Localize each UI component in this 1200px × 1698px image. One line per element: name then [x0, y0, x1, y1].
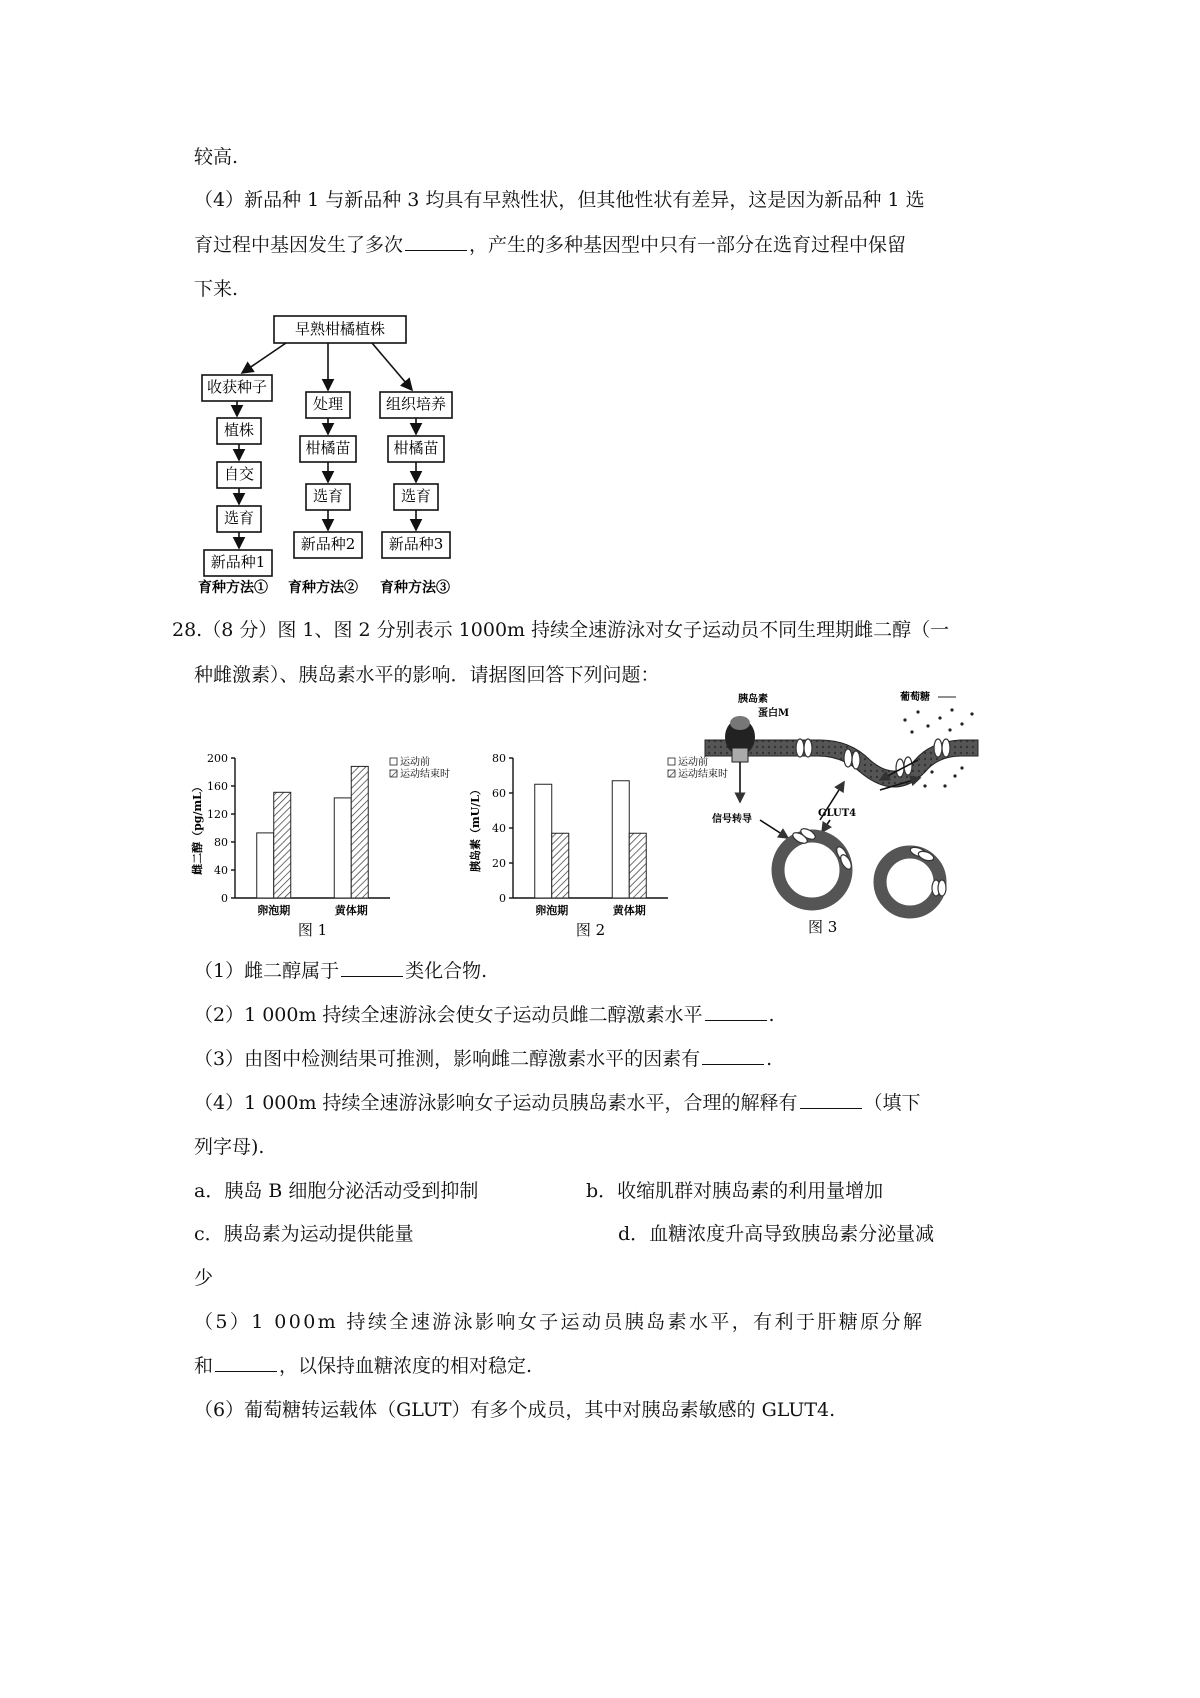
label-signal-transduction: 信号转导: [712, 814, 752, 825]
flow-box-label: 组织培养: [385, 395, 447, 413]
flow-box-label: 新品种3: [388, 535, 444, 553]
y-tick-label: 160: [207, 780, 228, 793]
y-axis-label: 雌二醇（pg/mL）: [191, 781, 204, 875]
method-label: 育种方法③: [380, 580, 450, 596]
answer-blank: [341, 958, 403, 977]
x-tick-label: 卵泡期: [257, 904, 291, 917]
bar-before: [257, 833, 274, 898]
x-tick-label: 黄体期: [612, 904, 646, 917]
flow-box-label: 新品种1: [210, 553, 266, 571]
bar-before: [535, 784, 552, 898]
flow-box-label: 选育: [312, 487, 344, 505]
text-segment: （2）1 000m 持续全速游泳会使女子运动员雌二醇激素水平: [194, 1004, 703, 1026]
text-segment: 育过程中基因发生了多次: [194, 234, 404, 256]
label-insulin: 胰岛素: [738, 694, 768, 705]
text-line: 下来.: [194, 278, 239, 300]
label-glucose: 葡萄糖: [900, 692, 930, 703]
bar-after: [552, 833, 569, 898]
legend-label: 运动前: [678, 757, 708, 768]
flow-box-label: 收获种子: [206, 378, 268, 396]
bar-after: [274, 792, 291, 898]
option-d-cont: 少: [194, 1267, 214, 1289]
answer-blank: [705, 1002, 767, 1021]
figure-2-chart: [458, 740, 738, 945]
flow-box-top: [274, 316, 406, 343]
option-a: a．胰岛 B 细胞分泌活动受到抑制: [194, 1180, 479, 1202]
y-tick-label: 120: [207, 808, 228, 821]
option-c: c．胰岛素为运动提供能量: [194, 1223, 414, 1245]
flow-box-label: 选育: [223, 509, 255, 527]
flow-col-1: [202, 375, 272, 576]
text-line: [194, 232, 906, 258]
y-tick-label: 0: [499, 892, 506, 905]
y-tick-label: 200: [207, 752, 228, 765]
y-tick-label: 20: [492, 857, 506, 870]
text-segment: （4）1 000m 持续全速游泳影响女子运动员胰岛素水平，合理的解释有: [194, 1092, 798, 1114]
flow-box-label: 植株: [223, 421, 255, 439]
text-segment: （1）雌二醇属于: [194, 960, 340, 982]
question-28-line: 种雌激素）、胰岛素水平的影响．请据图回答下列问题：: [194, 664, 660, 686]
method-label: 育种方法①: [198, 580, 268, 596]
subquestion-5-cont: [194, 1353, 532, 1379]
label-glut4: GLUT4: [818, 808, 857, 819]
bar-after: [351, 766, 368, 898]
legend-swatch: [668, 770, 675, 777]
subquestion-4: [194, 1090, 921, 1116]
y-tick-label: 80: [492, 752, 506, 765]
breeding-flowchart: [190, 310, 510, 610]
y-tick-label: 0: [221, 892, 228, 905]
answer-blank: [405, 232, 467, 251]
legend-label: 运动前: [400, 757, 430, 768]
subquestion-3: [194, 1046, 772, 1072]
flow-box-label: 处理: [312, 395, 344, 413]
vesicle-icon: [880, 846, 946, 912]
flow-col-3: [380, 392, 452, 558]
y-tick-label: 40: [214, 864, 228, 877]
question-28-line: 28.（8 分）图 1、图 2 分别表示 1000m 持续全速游泳对女子运动员不同生理期雌二醇（一: [172, 619, 950, 641]
text-segment: （填下: [863, 1092, 921, 1114]
text-line: 列字母).: [194, 1136, 265, 1158]
option-d: d．血糖浓度升高导致胰岛素分泌量减: [618, 1223, 935, 1245]
text-segment: .: [768, 1004, 775, 1026]
bar-before: [334, 798, 351, 898]
bar-before: [612, 781, 629, 898]
label-protein-m: 蛋白M: [758, 708, 790, 719]
flow-box-label: 柑橘苗: [305, 439, 351, 457]
answer-blank: [800, 1090, 862, 1109]
text-line: 较高.: [194, 146, 239, 168]
y-tick-label: 80: [214, 836, 228, 849]
figure-caption: 图 2: [575, 921, 606, 939]
figure-1-chart: [180, 740, 470, 945]
method-label: 育种方法②: [288, 580, 358, 596]
legend-swatch: [668, 758, 675, 765]
legend-swatch: [390, 758, 397, 765]
figure-caption: 图 1: [297, 921, 328, 939]
flow-col-2: [294, 392, 362, 558]
text-segment: （3）由图中检测结果可推测，影响雌二醇激素水平的因素有: [194, 1048, 701, 1070]
answer-blank: [215, 1353, 277, 1372]
subquestion-2: [194, 1002, 775, 1028]
legend-label: 运动结束时: [678, 769, 728, 780]
subquestion-5: （5）1 000m 持续全速游泳影响女子运动员胰岛素水平，有利于肝糖原分解: [194, 1311, 925, 1333]
flow-box-label: 柑橘苗: [393, 439, 439, 457]
vesicle-icon: [778, 827, 853, 904]
text-segment: .: [766, 1048, 773, 1070]
flow-box-label: 新品种2: [300, 535, 356, 553]
subquestion-6: （6）葡萄糖转运载体（GLUT）有多个成员，其中对胰岛素敏感的 GLUT4.: [194, 1399, 836, 1421]
flow-box-label: 早熟柑橘植株: [294, 320, 386, 338]
subquestion-1: [194, 958, 487, 984]
option-b: b．收缩肌群对胰岛素的利用量增加: [586, 1180, 884, 1202]
flow-box-label: 选育: [400, 487, 432, 505]
flow-box-label: 自交: [223, 465, 255, 483]
x-tick-label: 黄体期: [334, 904, 368, 917]
figure-3-caption: 图 3: [808, 918, 838, 936]
y-tick-label: 40: [492, 822, 506, 835]
y-axis-label: 胰岛素（mU/L）: [469, 784, 482, 872]
y-tick-label: 60: [492, 787, 506, 800]
text-segment: ，以保持血糖浓度的相对稳定.: [279, 1355, 533, 1377]
text-segment: 类化合物.: [405, 960, 488, 982]
figure-3-diagram: [700, 690, 990, 945]
legend-swatch: [390, 770, 397, 777]
x-tick-label: 卵泡期: [535, 904, 569, 917]
bar-after: [629, 833, 646, 898]
text-segment: ，产生的多种基因型中只有一部分在选育过程中保留: [469, 234, 907, 256]
legend-label: 运动结束时: [400, 769, 450, 780]
text-line: （4）新品种 1 与新品种 3 均具有早熟性状，但其他性状有差异，这是因为新品种 1 选: [194, 189, 925, 211]
text-segment: 和: [194, 1355, 214, 1377]
answer-blank: [702, 1046, 764, 1065]
